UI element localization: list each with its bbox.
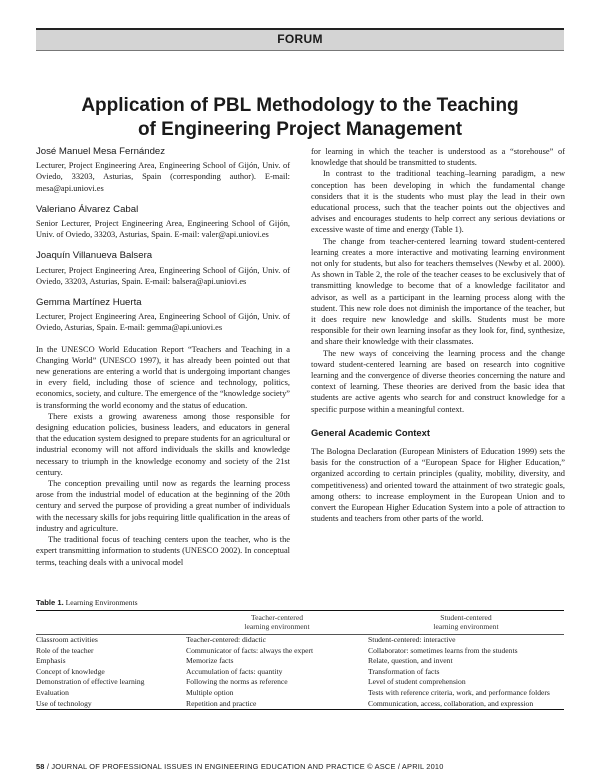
body-paragraph: The new ways of conceiving the learning process and the change toward student-centered learning are based on research into cognitive learning and the convergence of diverse theories concerning the nature and context of learning. These theories are derived from the basic idea that students are active agents who search for and construct knowledge for a specific purpose within a meaningful context. [311,348,565,414]
body-paragraph: In contrast to the traditional teaching–learning paradigm, a new conception has been developing in which the fundamental change considers that it is the students who must play the lead in their own educational process, such that the teacher points out the objectives and advises and encourages students to help correct any serious deviations or excessive waste of time and energy (Table 1). [311,169,565,235]
table-cell: Communicator of facts: always the expert [186,645,314,655]
body-paragraph: There exists a growing awareness among those responsible for designing education policies, business leaders, and educators in general that the education system designed to prepare students for an agricultural or industrial economy will not afford individuals the skills and knowledge necessary to triumph in the knowledge economy and society of the 21st century. [36,411,290,477]
table-cell: Demonstration of effective learning [36,677,145,687]
section-heading: General Academic Context [311,426,430,438]
table-cell: Transformation of facts [368,666,440,676]
table-cell: Multiple option [186,687,234,697]
article-title [40,94,560,142]
table-caption-label: Table 1. [36,598,64,607]
table-cell: Classroom activities [36,635,98,644]
table-cell: Repetition and practice [186,698,257,708]
table-cell: Tests with reference criteria, work, and performance folders [368,687,550,697]
table-cell: Teacher-centered: didactic [186,635,267,644]
body-paragraph: The change from teacher-centered learning toward student-centered learning creates a more interactive and motivating learning environment not only for students, but also for teachers themselves (Newby et al. 2000). As shown in Table 2, the role of the teacher ceases to be exclusively that of transmitting knowledge to become that of a knowledge facilitator and advisor, as well as a participant in the learning process along with the student. This new role does not diminish the importance of the teacher, but it does require new knowledge and skills. Students must be more responsible for their own learning insofar as they look for, find, synthesize, and share their knowledge with their classmates. [311,236,565,347]
table-row [36,699,564,710]
table-cell: Level of student comprehension [368,677,466,687]
table-cell: Relate, question, and invent [368,656,453,666]
author-affiliation: Lecturer, Project Engineering Area, Engineering School of Gijón, Univ. of Oviedo, Asturias, Spain. E-mail: gemma@api.uniovi.es [36,312,290,333]
table-cell: Role of the teacher [36,645,94,655]
table-1 [36,598,564,710]
author-name: José Manuel Mesa Fernández [36,146,166,157]
table-cell: Emphasis [36,656,66,666]
journal-citation: / JOURNAL OF PROFESSIONAL ISSUES IN ENGINEERING EDUCATION AND PRACTICE © ASCE / APRIL 2010 [46,762,444,771]
table-cell: Concept of knowledge [36,666,105,676]
table-cell: Evaluation [36,687,69,697]
body-paragraph: The traditional focus of teaching centers upon the teacher, who is the expert transmitting information to students (UNESCO 2002). In conceptual terms, teaching deals with a univocal model [36,535,290,567]
table-header-row [36,611,564,635]
table-row [36,635,564,646]
author-name: Valeriano Álvarez Cabal [36,203,139,215]
author-name: Gemma Martínez Huerta [36,297,142,309]
table-header-student: Student-centered learning environment [433,613,499,631]
author-affiliation: Lecturer, Project Engineering Area, Engineering School of Gijón, Univ. of Oviedo, 33203, Asturias, Spain. E-mail: balsera@api.uniovi.es [36,265,290,286]
table-cell: Student-centered: interactive [368,635,456,644]
title-line-2: of Engineering Project Management [137,119,463,140]
learning-environments-table [36,610,564,710]
table-header-teacher: Teacher-centered learning environment [244,613,310,631]
table-row [36,688,564,699]
author-name: Joaquín Villanueva Balsera [36,250,153,262]
table-cell: Accumulation of facts: quantity [186,666,283,676]
table-row [36,667,564,678]
body-paragraph: The conception prevailing until now as regards the learning process arose from the industrial model of education at the beginning of the 20th century and served the purpose of providing a great number of individuals with the necessary skills for jobs requiring little qualification in the areas of industry and agriculture. [36,479,290,533]
left-column [36,146,290,568]
body-paragraph: for learning in which the teacher is understood as a “storehouse” of knowledge that should be transmitted to students. [311,147,565,168]
table-header-empty [36,611,186,635]
author-affiliation: Senior Lecturer, Project Engineering Area, Engineering School of Gijón, Univ. of Oviedo, 33203, Asturias, Spain. E-mail: valer@api.uniovi.es [36,219,290,240]
section-banner [36,28,564,51]
table-cell: Communication, access, collaboration, and expression [368,698,534,708]
body-paragraph: The Bologna Declaration (European Ministers of Education 1999) sets the basis for the construction of a “European Space for Higher Education,” organized according to certain principles (quality, mobility, diversity, and competitiveness) and oriented toward the attainment of two strategic goals, among others: to increase employment in the European Union and to convert the European Higher Education System into a pole of attraction to students and teachers from other parts of the world. [311,447,565,524]
table-cell: Following the norms as reference [186,677,288,687]
page-number: 58 [36,762,45,771]
title-line-1: Application of PBL Methodology to the Teaching [81,95,519,116]
table-row [36,656,564,667]
table-caption [36,598,564,607]
table-cell: Use of technology [36,698,92,708]
body-paragraph: In the UNESCO World Education Report “Teachers and Teaching in a Changing World” (UNESCO 1997), it has already been pointed out that new generations are entering a world that is undergoing important changes in every field, including those of science and technology, politics, economics, society, and culture. The emergence of the “knowledge society” is transforming the world economy and the status of education. [36,344,290,410]
page-footer [36,762,444,771]
table-cell: Memorize facts [186,656,234,666]
right-column [311,146,565,525]
table-caption-text: Learning Environments [65,598,138,607]
table-row [36,677,564,688]
section-label: FORUM [277,32,323,46]
table-row [36,646,564,657]
author-affiliation: Lecturer, Project Engineering Area, Engineering School of Gijón, Univ. of Oviedo, 33203, Asturias, Spain (corresponding author). E-mail: mesa@api.uniovi.es [36,161,290,193]
table-cell: Collaborator: sometimes learns from the students [368,645,518,655]
